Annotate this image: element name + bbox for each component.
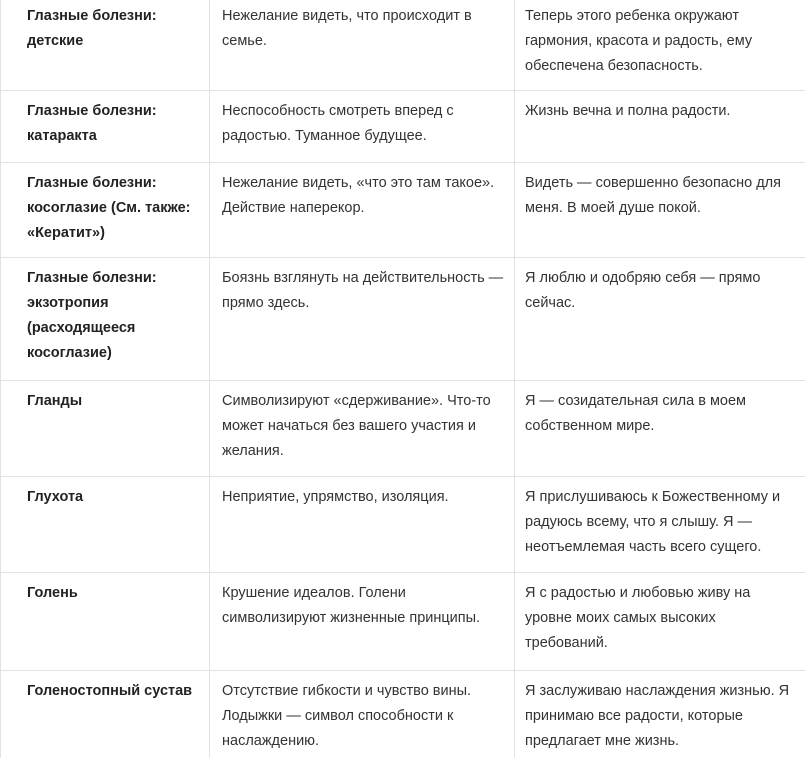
ailment-name: Глухота xyxy=(1,477,210,572)
table-row xyxy=(1,258,805,381)
ailment-cause: Отсутствие гибкости и чувство вины. Лодыжки — символ способности к наслаждению. xyxy=(210,671,515,758)
table-row xyxy=(1,381,805,477)
ailment-affirmation: Я — созидательная сила в моем собственном мире. xyxy=(525,393,747,434)
ailment-affirmation: Я прислушиваюсь к Божественному и радуюсь всему, что я слышу. Я — неотъемлемая часть всего сущего. xyxy=(525,489,781,555)
ailment-affirmation: Теперь этого ребенка окружают гармония, красота и радость, ему обеспечена безопасность. xyxy=(525,8,753,74)
ailment-cause: Крушение идеалов. Голени символизируют жизненные принципы. xyxy=(210,573,515,670)
table-row xyxy=(1,671,805,758)
ailment-cause: Нежелание видеть, «что это там такое». Действие наперекор. xyxy=(210,163,515,257)
ailment-cause: Боязнь взглянуть на действительность — прямо здесь. xyxy=(210,258,515,380)
ailment-cause: Символизируют «сдерживание». Что-то может начаться без вашего участия и желания. xyxy=(210,381,515,476)
ailment-name: Гланды xyxy=(1,381,210,476)
ailment-cause: Неприятие, упрямство, изоляция. xyxy=(210,477,515,572)
ailment-cause: Нежелание видеть, что происходит в семье. xyxy=(210,0,515,90)
table-row xyxy=(1,573,805,671)
table-row xyxy=(1,0,805,91)
ailment-affirmation: Видеть — совершенно безопасно для меня. В моей душе покой. xyxy=(525,175,781,216)
ailment-name: Глазные болезни: детские xyxy=(1,0,210,90)
table-row xyxy=(1,477,805,573)
table-row xyxy=(1,91,805,163)
ailment-cause: Неспособность смотреть вперед с радостью. Туманное будущее. xyxy=(210,91,515,162)
table-row xyxy=(1,163,805,258)
ailment-name: Глазные болезни: катаракта xyxy=(1,91,210,162)
ailment-name: Голеностопный сустав xyxy=(1,671,210,758)
ailment-name: Глазные болезни: косоглазие (См. также: «Кератит») xyxy=(1,163,210,257)
ailment-affirmation: Я заслуживаю наслаждения жизнью. Я принимаю все радости, которые предлагает мне жизнь. xyxy=(525,683,790,749)
ailment-affirmation: Я с радостью и любовью живу на уровне моих самых высоких требований. xyxy=(525,585,751,651)
ailment-name: Голень xyxy=(1,573,210,670)
ailment-affirmation: Жизнь вечна и полна радости. xyxy=(525,103,731,119)
ailment-name: Глазные болезни: экзотропия (расходящееся косоглазие) xyxy=(1,258,210,380)
ailment-affirmation: Я люблю и одобряю себя — прямо сейчас. xyxy=(525,270,761,311)
